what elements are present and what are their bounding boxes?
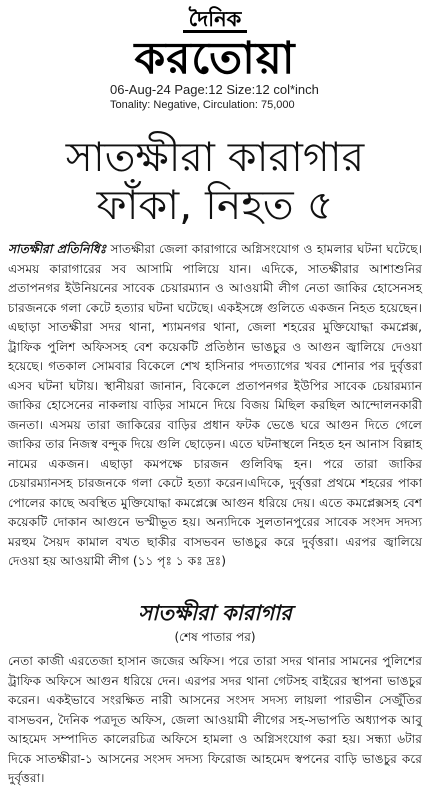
clipping-meta-date-page: 06-Aug-24 Page:12 Size:12 col*inch — [110, 82, 319, 97]
continuation-title: সাতক্ষীরা কারাগার — [138, 601, 292, 625]
article-body-text: সাতক্ষীরা জেলা কারাগারে অগ্নিসংযোগ ও হামলার ঘটনা ঘটেছে। এসময় কারাগারের সব আসামি পালিয়ে যান। এদিকে, সাতক্ষীরার আশাশুনির প্রতাপনগর ইউনিয়নের সাবেক চেয়ারম্যান ও আওয়ামী লীগ নেতা জাকির হোসেনসহ চারজনকে গলা কেটে হত্যার ঘটনা ঘটেছে। একইসঙ্গে গুলিতে একজন নিহত হয়েছেন।এছাড়া সাতক্ষীরা সদর থানা, শ্যামনগর থানা, জেলা শহরের মুক্তিযোদ্ধা কমপ্লেক্স, ট্রাফিক পুলিশ অফিসসহ বেশ কয়েকটি প্রতিষ্ঠান ভাঙচুর ও আগুন জ্বালিয়ে দেওয়া হয়েছে। গতকাল সোমবার বিকেলে শেখ হাসিনার পদত্যাগের খবর শোনার পর দুর্বৃত্তরা এসব ঘটনা ঘটায়। স্থানীয়রা জানান, বিকেলে প্রতাপনগর ইউপির সাবেক চেয়ারম্যান জাকির হোসেনের নাকলায় বাড়ির সামনে দিয়ে বিজয় মিছিল করছিল আন্দোলনকারী জনতা। এসময় তারা জাকিরের বাড়ির প্রধান ফটক ভেঙে ঘরে আগুন দিতে গেলে জাকির তার নিজস্ব বন্দুক দিয়ে গুলি ছোড়েন। এতে ঘটনাস্থলে নিহত হন আনাস বিল্লাহ নামের একজন। এছাড়া কমপক্ষে চারজন গুলিবিদ্ধ হন। পরে তারা জাকির চেয়ারম্যানসহ চারজনকে গলা কেটে হত্যা করেন।এদিকে, দুর্বৃত্তরা প্রথমে শহরের পাকা পোলের কাছে অবস্থিত মুক্তিযোদ্ধা কমপ্লেক্সে আগুন ধরিয়ে দেয়। এতে কমপ্লেক্সসহ বেশ কয়েকটি দোকান আগুনে ভস্মীভূত হয়। অন্যদিকে সুলতানপুরের সাবেক সংসদ সদস্য মরহুম সৈয়দ কামাল বখত ছাকীর বাসভবন ভাঙচুর করে দুর্বৃত্তরা। এরপর জ্বালিয়ে দেওয়া হয় আওয়ামী লীগ — [8, 242, 423, 568]
continuation-body: নেতা কাজী এরতেজা হাসান জজের অফিস। পরে তারা সদর থানার সামনের পুলিশের ট্রাফিক অফিসে আগুন ধরিয়ে দেন। এরপর সদর থানা গেটসহ বাইরের স্থাপনা ভাঙচুর করেন। একইভাবে সংরক্ষিত নারী আসনের সংসদ সদস্য লায়লা পারভীন সেজুঁতির বাসভবন, দৈনিক পত্রদূত অফিস, জেলা আওয়ামী লীগের সহ-সভাপতি অধ্যাপক আবু আহমেদ সম্পাদিত কালেরচিত্র অফিসে হামলা ও অগ্নিসংযোগ করা হয়। সন্ধ্যা ৬টার দিকে সাতক্ষীরা-১ আসনের সংসদ সদস্য ফিরোজ আহমেদ স্বপনের বাড়ি ভাঙচুর করে দুর্বৃত্তরা। — [8, 654, 422, 785]
clipping-meta-tonality: Tonality: Negative, Circulation: 75,000 — [110, 99, 295, 111]
newspaper-masthead — [0, 8, 430, 83]
clipping-meta — [110, 82, 319, 113]
article-dateline: সাতক্ষীরা প্রতিনিধিঃ — [8, 242, 107, 256]
masthead-small-title: দৈনিক — [183, 8, 248, 33]
continuation-note: (শেষ পাতার পর) — [174, 630, 256, 644]
headline-line-1: সাতক্ষীরা কারাগার — [65, 133, 365, 181]
article-body — [8, 240, 422, 572]
masthead-title: করতোয়া — [134, 33, 296, 84]
continued-marker: (১১ পৃঃ ১ কঃ দ্রঃ) — [132, 554, 226, 568]
article-headline — [0, 133, 430, 229]
headline-line-2: ফাঁকা, নিহত ৫ — [96, 181, 334, 229]
